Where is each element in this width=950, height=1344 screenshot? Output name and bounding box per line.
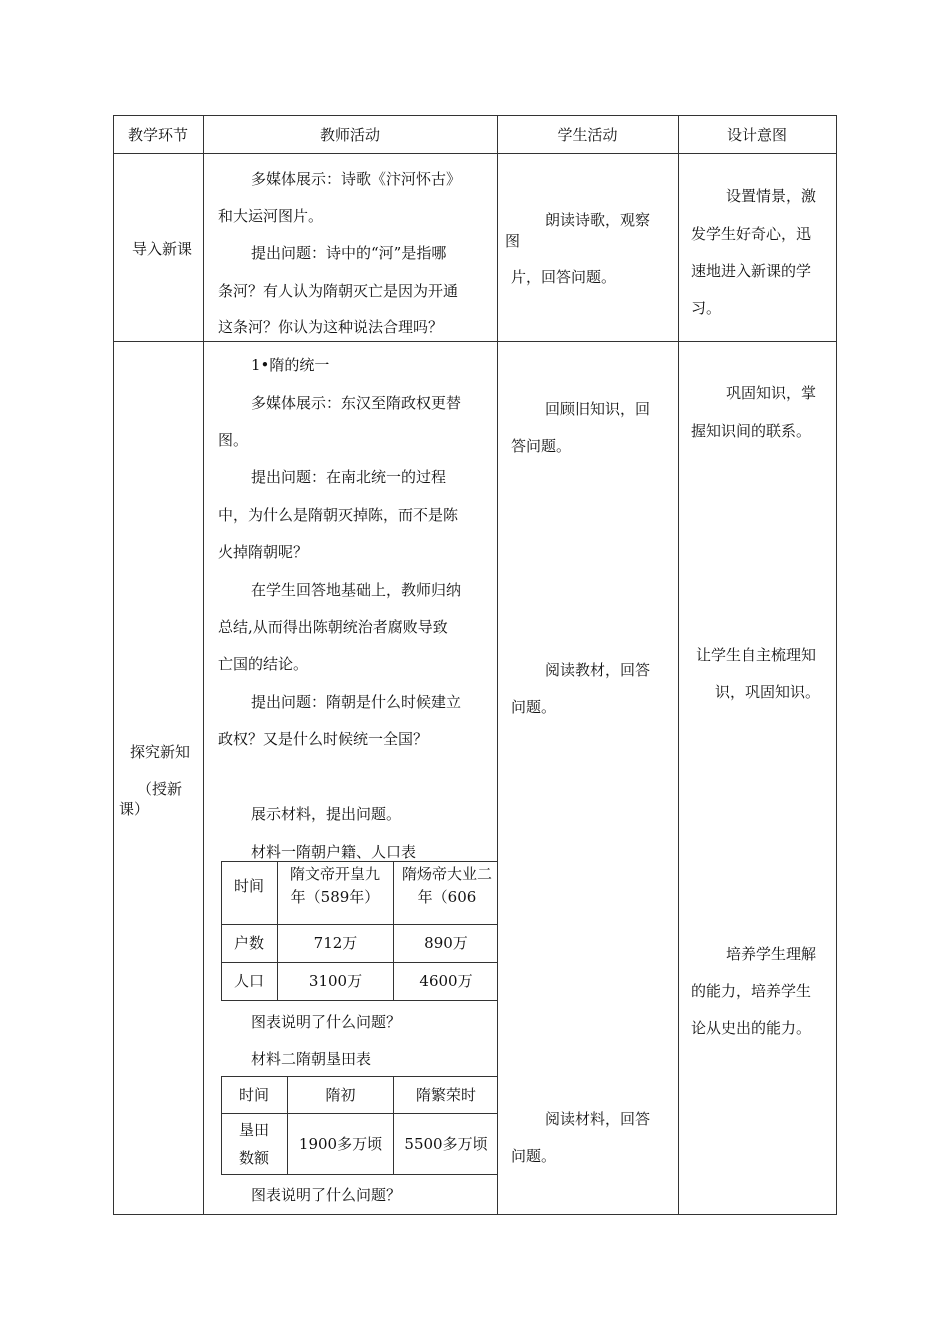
table-cell: 890万 xyxy=(424,934,468,952)
table-header-cell: 隋炀帝大业二年（606 xyxy=(401,865,492,906)
teacher-line: 这条河？你认为这种说法合理吗？ xyxy=(218,318,444,336)
teacher-line: 中，为什么是隋朝灭掉陈，而不是陈 xyxy=(218,506,459,524)
table-header-cell: 时间 xyxy=(233,876,264,895)
table-border-right xyxy=(836,115,837,1215)
student-line: 图 xyxy=(505,232,521,250)
table-header-cell: 隋繁荣时 xyxy=(415,1085,476,1104)
intent-line: 识，巩固知识。 xyxy=(715,683,821,701)
intent-line: 速地进入新课的学 xyxy=(691,262,812,280)
teacher-line: 提出问题：隋朝是什么时候建立 xyxy=(251,693,462,711)
teacher-line: 1•隋的统一 xyxy=(251,356,330,374)
table-cell: 人口 xyxy=(233,972,264,990)
teacher-line: 图表说明了什么问题？ xyxy=(251,1013,402,1031)
teacher-line: 提出问题：诗中的“河”是指哪 xyxy=(251,244,447,262)
student-line: 朗读诗歌，观察 xyxy=(545,211,651,229)
teacher-line: 火掉隋朝呢？ xyxy=(218,543,309,561)
intent-line: 的能力，培养学生 xyxy=(691,982,812,1000)
table-header-cell: 隋初 xyxy=(325,1085,356,1104)
stage-explore: （授新 xyxy=(137,780,183,798)
teacher-line: 提出问题：在南北统一的过程 xyxy=(251,468,447,486)
teacher-line: 条河？有人认为隋朝灭亡是因为开通 xyxy=(218,282,459,300)
header-intent: 设计意图 xyxy=(726,125,787,144)
header-teacher: 教师活动 xyxy=(319,125,380,144)
header-student: 学生活动 xyxy=(557,125,618,144)
student-line: 问题。 xyxy=(511,698,557,716)
material-table-farmland xyxy=(221,1076,498,1175)
teacher-line: 展示材料，提出问题。 xyxy=(251,805,402,823)
lesson-plan-table xyxy=(113,115,837,1214)
teacher-line: 材料一隋朝户籍、人口表 xyxy=(251,843,417,861)
intent-line: 论从史出的能力。 xyxy=(691,1019,812,1037)
table-header-cell: 隋文帝开皇九年（589年） xyxy=(289,865,380,906)
student-line: 阅读教材，回答 xyxy=(545,661,651,679)
student-line: 答问题。 xyxy=(511,437,572,455)
stage-explore: 课） xyxy=(119,800,150,818)
table-border-left xyxy=(113,115,114,1215)
teacher-line: 图。 xyxy=(218,431,249,449)
table-row-divider xyxy=(113,341,837,342)
intent-line: 发学生好奇心，迅 xyxy=(691,225,812,243)
intent-line: 培养学生理解 xyxy=(726,945,817,963)
table-cell: 4600万 xyxy=(419,972,473,990)
table-col-divider xyxy=(497,115,498,1215)
intent-line: 巩固知识，掌 xyxy=(726,384,817,402)
teacher-line: 政权？又是什么时候统一全国？ xyxy=(218,730,429,748)
teacher-line: 和大运河图片。 xyxy=(218,207,324,225)
table-col-divider xyxy=(678,115,679,1215)
student-line: 回顾旧知识，回 xyxy=(545,400,651,418)
header-stage: 教学环节 xyxy=(127,125,188,144)
table-cell: 5500多万顷 xyxy=(404,1134,488,1153)
teacher-line: 在学生回答地基础上，教师归纳 xyxy=(251,581,462,599)
material-table-households xyxy=(221,861,498,1001)
table-col-divider xyxy=(203,115,204,1215)
intent-line: 让学生自主梳理知 xyxy=(696,646,817,664)
table-row-divider xyxy=(113,153,837,154)
student-line: 问题。 xyxy=(511,1147,557,1165)
student-line: 片，回答问题。 xyxy=(511,268,617,286)
intent-line: 设置情景，激 xyxy=(726,187,817,205)
table-cell: 1900多万顷 xyxy=(298,1134,383,1153)
stage-explore: 探究新知 xyxy=(130,743,191,761)
table-cell: 712万 xyxy=(313,934,358,952)
teacher-line: 多媒体展示：东汉至隋政权更替 xyxy=(251,394,462,412)
table-border-bottom xyxy=(113,1214,837,1215)
teacher-line: 图表说明了什么问题？ xyxy=(251,1186,402,1204)
teacher-line: 总结,从而得出陈朝统治者腐败导致 xyxy=(218,618,448,636)
intent-line: 握知识间的联系。 xyxy=(691,422,812,440)
student-line: 阅读材料，回答 xyxy=(545,1110,651,1128)
stage-intro: 导入新课 xyxy=(132,240,193,258)
teacher-line: 亡国的结论。 xyxy=(218,655,309,673)
intent-line: 习。 xyxy=(691,299,722,317)
table-cell: 3100万 xyxy=(308,972,363,990)
table-header-cell: 时间 xyxy=(238,1085,269,1104)
teacher-line: 材料二隋朝垦田表 xyxy=(251,1050,372,1068)
teacher-line: 多媒体展示：诗歌《汴河怀古》 xyxy=(251,170,462,188)
table-cell: 垦田数额 xyxy=(238,1121,269,1167)
table-cell: 户数 xyxy=(233,934,264,952)
